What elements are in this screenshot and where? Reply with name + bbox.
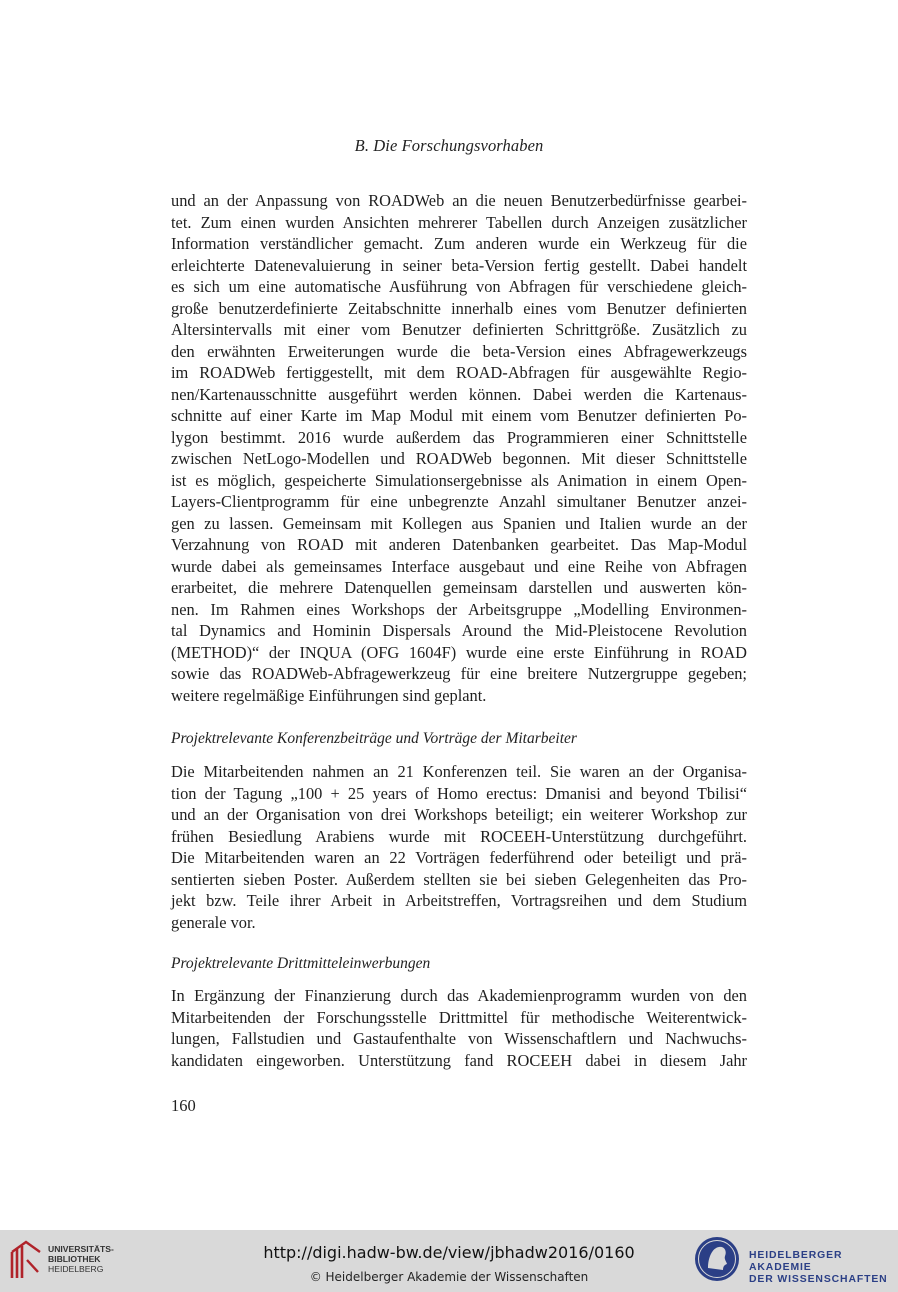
paragraph-line: Die Mitarbeitenden nahmen an 21 Konferenzen teil. Sie waren an der Organisa- — [171, 762, 747, 781]
paragraph-line: zwischen NetLogo-Modellen und ROADWeb begonnen. Mit dieser Schnittstelle — [171, 449, 747, 468]
paragraph-konferenzen — [171, 761, 747, 933]
paragraph-roadweb — [171, 190, 747, 706]
paragraph-line: In Ergänzung der Finanzierung durch das Akademienprogramm wurden von den — [171, 986, 747, 1005]
paragraph-line: lungen, Fallstudien und Gastaufenthalte von Wissenschaftlern und Nachwuchs- — [171, 1029, 747, 1048]
paragraph-line: Layers-Clientprogramm für eine unbegrenzte Anzahl simultaner Benutzer anzei- — [171, 492, 747, 511]
paragraph-line: den erwähnten Erweiterungen wurde die beta-Version eines Abfragewerkzeugs — [171, 341, 747, 361]
hadw-logo-line-1: HEIDELBERGER AKADEMIE — [749, 1250, 843, 1273]
hadw-seal-icon — [694, 1234, 740, 1284]
paragraph-line: tion der Tagung „100 + 25 years of Homo erectus: Dmanisi and beyond Tbilisi“ — [171, 783, 747, 803]
hadw-logo-line-2: DER WISSENSCHAFTEN — [749, 1274, 888, 1285]
paragraph-line: im ROADWeb fertiggestellt, mit dem ROAD-Abfragen für ausgewählte Regio- — [171, 363, 747, 382]
paragraph-drittmittel — [171, 985, 747, 1071]
paragraph-line: Mitarbeitenden der Forschungsstelle Drittmittel für methodische Weiterentwick- — [171, 1007, 747, 1027]
paragraph-line: generale vor. — [171, 912, 256, 932]
permalink-url[interactable]: http://digi.hadw-bw.de/view/jbhadw2016/0160 — [263, 1243, 635, 1262]
paragraph-line: nen/Kartenausschnitte ausgeführt werden können. Dabei werden die Kartenaus- — [171, 384, 747, 404]
section-heading-drittmittel: Projektrelevante Drittmitteleinwerbungen — [171, 955, 431, 972]
paragraph-line: nen. Im Rahmen eines Workshops der Arbeitsgruppe „Modelling Environmen- — [171, 599, 747, 619]
paragraph-line: schnitte auf einer Karte im Map Modul mit einem vom Benutzer definierten Po- — [171, 406, 747, 425]
footer-bar — [0, 1230, 898, 1292]
ub-logo-line-3: HEIDELBERG — [48, 1264, 104, 1274]
paragraph-line: große benutzerdefinierte Zeitabschnitte innerhalb eines vom Benutzer definierten — [171, 298, 747, 318]
running-head: B. Die Forschungsvorhaben — [354, 136, 544, 155]
paragraph-line: erarbeitet, die mehrere Datenquellen gemeinsam darstellen und auswerten kön- — [171, 578, 747, 597]
paragraph-line: lygon bestimmt. 2016 wurde außerdem das Programmieren einer Schnittstelle — [171, 427, 747, 447]
page-number: 160 — [171, 1096, 196, 1115]
paragraph-line: Altersintervalls mit einer vom Benutzer definierten Schrittgröße. Zusätzlich zu — [171, 320, 747, 339]
paragraph-line: und an der Organisation von drei Workshops beteiligt; ein weiterer Workshop zur — [171, 805, 747, 824]
ub-logo-line-1: UNIVERSITÄTS- — [48, 1244, 114, 1254]
paragraph-line: erleichterte Datenevaluierung in seiner beta-Version fertig gestellt. Dabei handelt — [171, 255, 747, 275]
paragraph-line: jekt bzw. Teile ihrer Arbeit in Arbeitstreffen, Vortragsreihen und dem Studium — [171, 891, 747, 910]
hadw-logo-text — [749, 1250, 894, 1286]
paragraph-line: tal Dynamics and Hominin Dispersals Around the Mid-Pleistocene Revolution — [171, 621, 747, 640]
paragraph-line: gen zu lassen. Gemeinsam mit Kollegen aus Spanien und Italien wurde an der — [171, 513, 747, 533]
paragraph-line: (METHOD)“ der INQUA (OFG 1604F) wurde eine erste Einführung in ROAD — [171, 642, 747, 662]
paragraph-line: frühen Besiedlung Arabiens wurde mit ROCEEH-Unterstützung durchgeführt. — [171, 826, 747, 846]
ub-logo-line-2: BIBLIOTHEK — [48, 1254, 101, 1264]
paragraph-line: und an der Anpassung von ROADWeb an die neuen Benutzerbedürfnisse gearbei- — [171, 191, 747, 210]
paragraph-line: wurde dabei als gemeinsames Interface ausgebaut und eine Reihe von Abfragen — [171, 556, 747, 576]
copyright-notice: © Heidelberger Akademie der Wissenschaften — [309, 1270, 589, 1284]
paragraph-line: weitere regelmäßige Einführungen sind geplant. — [171, 685, 487, 705]
paragraph-line: tet. Zum einen wurden Ansichten mehrerer Tabellen durch Anzeigen zusätzlicher — [171, 212, 747, 232]
paragraph-line: Information verständlicher gemacht. Zum anderen wurde ein Werkzeug für die — [171, 234, 747, 253]
paragraph-line: sentierten sieben Poster. Außerdem stellten sie bei sieben Gelegenheiten das Pro- — [171, 869, 747, 889]
section-heading-konferenzbeitraege: Projektrelevante Konferenzbeiträge und Vorträge der Mitarbeiter — [171, 730, 577, 747]
paragraph-line: Die Mitarbeitenden waren an 22 Vorträgen federführend oder beteiligt und prä- — [171, 848, 747, 867]
paragraph-line: kandidaten eingeworben. Unterstützung fand ROCEEH dabei in diesem Jahr — [171, 1050, 747, 1070]
paragraph-line: es sich um eine automatische Ausführung von Abfragen für verschiedene gleich- — [171, 277, 747, 296]
hadw-logo[interactable] — [694, 1234, 894, 1288]
paragraph-line: ist es möglich, gespeicherte Simulationsergebnisse als Animation in einem Open- — [171, 470, 747, 490]
paragraph-line: Verzahnung von ROAD mit anderen Datenbanken gearbeitet. Das Map-Modul — [171, 535, 747, 554]
paragraph-line: sowie das ROADWeb-Abfragewerkzeug für eine breitere Nutzergruppe gegeben; — [171, 664, 747, 683]
